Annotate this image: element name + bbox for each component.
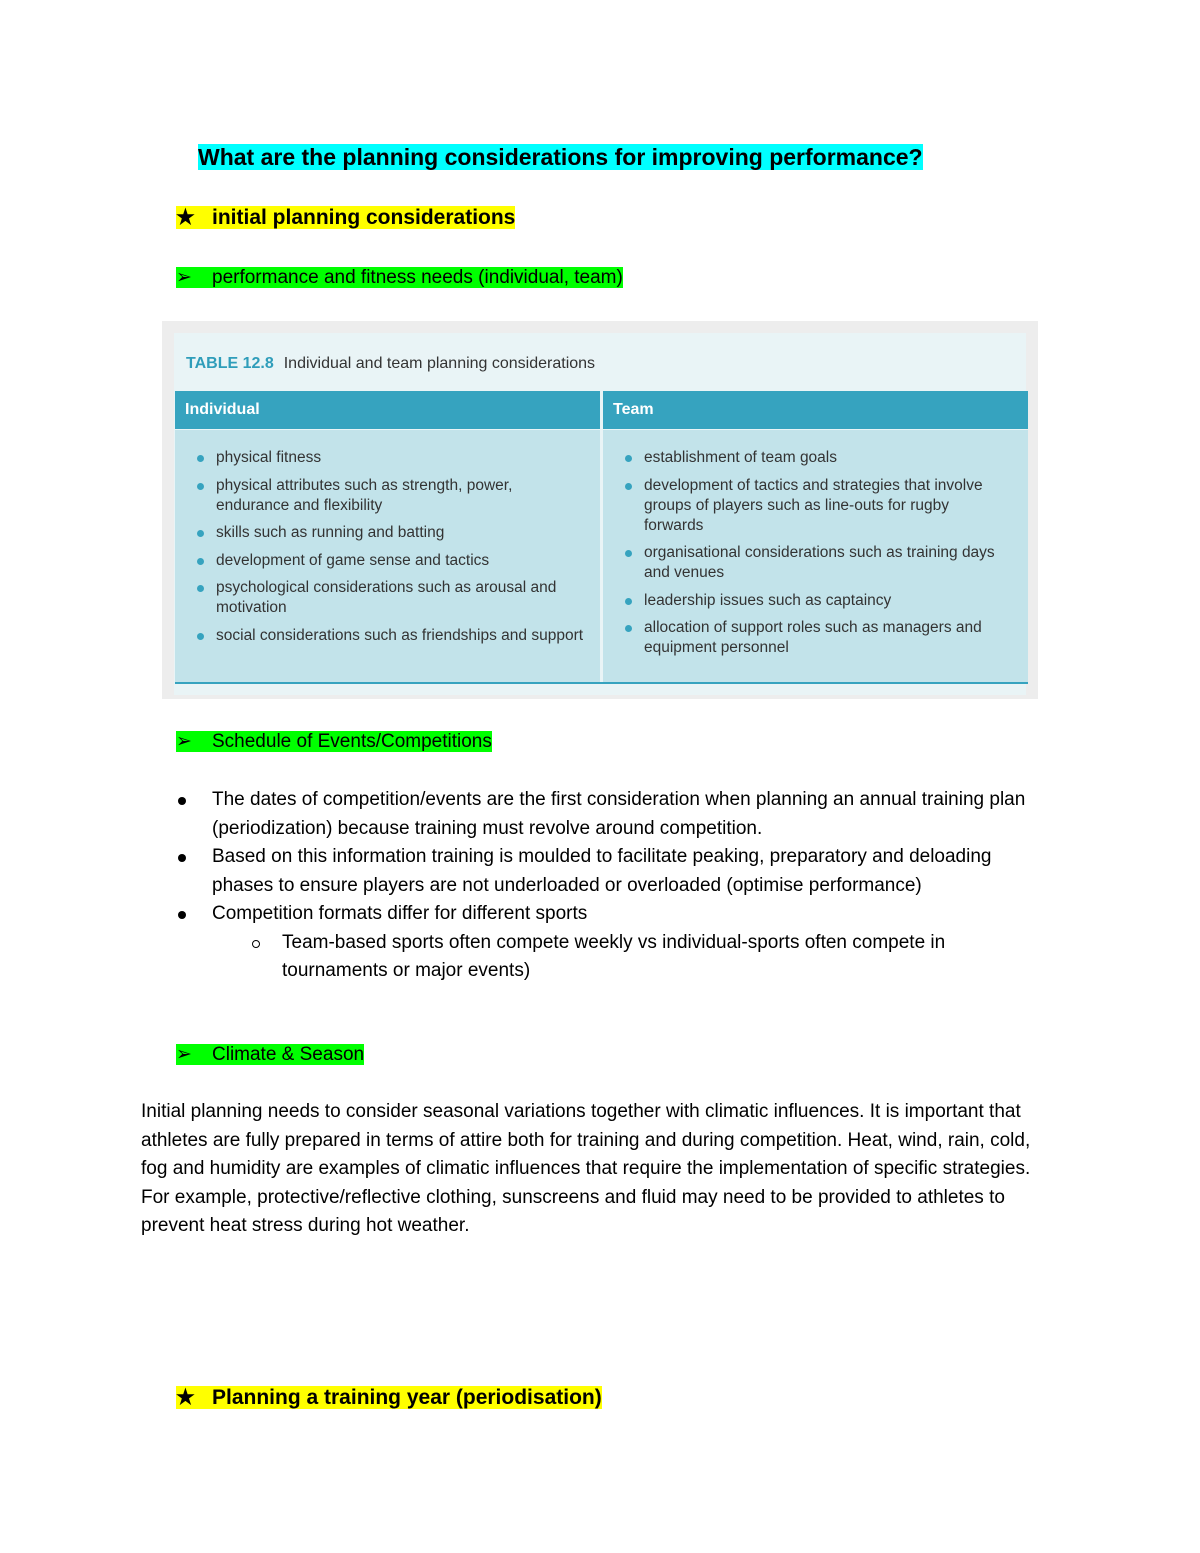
table-figure: [162, 321, 1038, 699]
heading-planning-year: [176, 1384, 602, 1412]
individual-list: [197, 448, 584, 653]
subheading-climate: [176, 1042, 364, 1068]
column-header-team: Team: [603, 391, 1028, 429]
bullet-text: Competition formats differ for different sports: [212, 903, 588, 924]
column-header-individual: Individual: [175, 391, 600, 429]
list-item: allocation of support roles such as managers and equipment personnel: [625, 618, 1012, 658]
table-caption: [186, 355, 595, 373]
list-item: [176, 786, 1056, 843]
heading-initial-highlight: [176, 206, 515, 229]
list-item: organisational considerations such as training days and venues: [625, 543, 1012, 583]
list-item: psychological considerations such as arousal and motivation: [197, 578, 584, 618]
page-title: [198, 142, 923, 172]
list-item: social considerations such as friendships and support: [197, 626, 584, 646]
table-number: TABLE 12.8: [186, 355, 274, 372]
list-item: development of game sense and tactics: [197, 551, 584, 571]
list-item: physical fitness: [197, 448, 584, 468]
table-panel: [174, 333, 1026, 695]
bullet-text: Based on this information training is moulded to facilitate peaking, preparatory and deloading phases to ensure players are not underloaded or overloaded (optimise performance): [212, 846, 992, 896]
sub-list-item: [176, 929, 1056, 986]
table-caption-text: Individual and team planning considerations: [283, 355, 596, 372]
title-text: What are the planning considerations for improving performance?: [198, 144, 923, 170]
heading-initial-label: initial planning considerations: [212, 206, 516, 229]
table-bottom-rule: [175, 682, 1028, 684]
arrow-icon: ➢: [176, 267, 192, 288]
team-list: [625, 448, 1012, 666]
arrow-icon: ➢: [176, 731, 192, 752]
bullet-dot-icon: [178, 911, 186, 919]
list-item: skills such as running and batting: [197, 523, 584, 543]
subheading-performance-highlight: [176, 267, 623, 288]
list-item: establishment of team goals: [625, 448, 1012, 468]
subheading-schedule: [176, 729, 492, 755]
star-icon: ★: [176, 206, 195, 229]
hollow-bullet-icon: [252, 940, 260, 948]
column-body-team: [603, 430, 1028, 682]
schedule-bullet-list: [176, 786, 1056, 986]
climate-paragraph: Initial planning needs to consider seasonal variations together with climatic influences. It is important that athletes are fully prepared in terms of attire both for training and during competition. Heat, wind, rain, cold, fog and humidity are examples of climatic influences that require the implementation of specific strategies. For example, protective/reflective clothing, sunscreens and fluid may need to be provided to athletes to prevent heat stress during hot weather.: [141, 1101, 1031, 1236]
subheading-climate-label: Climate & Season: [212, 1044, 365, 1065]
list-item: physical attributes such as strength, power, endurance and flexibility: [197, 476, 584, 516]
list-item: [176, 900, 1056, 929]
subheading-performance-needs: [176, 265, 623, 291]
heading-initial-planning: [176, 204, 515, 232]
list-item: [176, 843, 1056, 900]
subheading-performance-label: performance and fitness needs (individual, team): [212, 267, 623, 288]
sub-bullet-text: Team-based sports often compete weekly vs individual-sports often compete in tournaments or major events): [282, 931, 946, 981]
arrow-icon: ➢: [176, 1044, 192, 1065]
bullet-dot-icon: [178, 797, 186, 805]
subheading-schedule-highlight: [176, 731, 492, 752]
heading-planning-year-highlight: [176, 1386, 602, 1409]
bullet-dot-icon: [178, 854, 186, 862]
star-icon: ★: [176, 1386, 195, 1409]
heading-planning-year-label: Planning a training year (periodisation): [212, 1386, 602, 1409]
subheading-schedule-label: Schedule of Events/Competitions: [212, 731, 492, 752]
column-body-individual: [175, 430, 600, 682]
subheading-climate-highlight: [176, 1044, 364, 1065]
list-item: development of tactics and strategies that involve groups of players such as line-outs for rugby forwards: [625, 476, 1012, 536]
bullet-text: The dates of competition/events are the first consideration when planning an annual training plan (periodization) because training must revolve around competition.: [212, 789, 1026, 839]
list-item: leadership issues such as captaincy: [625, 591, 1012, 611]
